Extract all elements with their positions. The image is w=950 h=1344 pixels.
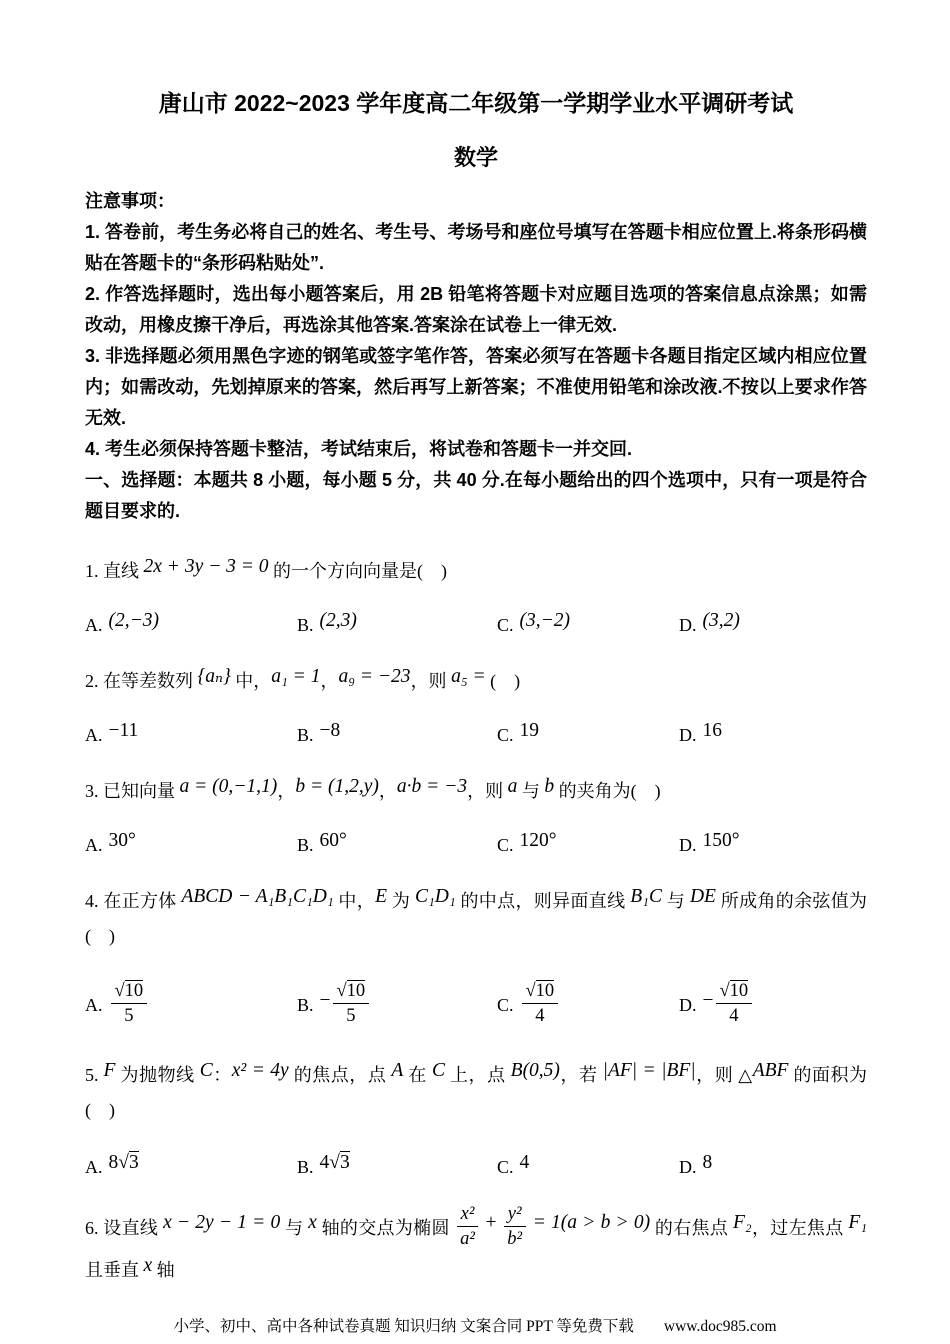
footer-url: www.doc985.com	[663, 1318, 777, 1335]
question-1-stem: 1. 直线 2x + 3y − 3 = 0 的一个方向向量是( )	[85, 556, 448, 581]
option-value: $\frac{√10}{4}$	[520, 995, 561, 1015]
question-3-option-b	[297, 830, 497, 857]
section-1-heading: 一、选择题：本题共 8 小题，每小题 5 分，共 40 分.在每小题给出的四个选项中，只有一项是符合题目要求的.	[85, 470, 867, 521]
notices-section	[85, 186, 867, 465]
question-3-option-c	[497, 830, 679, 857]
option-value: −11	[108, 720, 139, 741]
question-2-option-c	[497, 720, 679, 747]
question-5-option-b	[297, 1151, 497, 1179]
question-5-option-a	[85, 1151, 297, 1179]
option-label: A.	[85, 1156, 103, 1177]
question-3-stem: 3. 已知向量 a = (0,−1,1)，b = (1,2,y)，a·b = −3，则 a 与 b 的夹角为( )	[85, 776, 661, 801]
option-label: D.	[679, 1156, 697, 1177]
option-value: 30°	[108, 830, 136, 851]
option-label: D.	[679, 835, 697, 855]
question-1	[85, 554, 867, 637]
footer-text: 小学、初中、高中各种试卷真题 知识归纳 文案合同 PPT 等免费下载	[173, 1318, 634, 1335]
option-value: (2,3)	[319, 610, 357, 631]
option-label: B.	[297, 994, 314, 1015]
question-2-options	[85, 720, 867, 747]
option-value: 150°	[702, 830, 740, 851]
option-value: − $\frac{√10}{4}$	[703, 995, 755, 1015]
question-6	[85, 1203, 868, 1289]
option-value: 16	[702, 720, 722, 741]
option-label: A.	[85, 994, 103, 1015]
question-2	[85, 664, 867, 747]
page-footer	[0, 1314, 950, 1336]
option-label: A.	[85, 615, 103, 635]
question-4-stem: 4. 在正方体 ABCD − A₁B₁C₁D₁ 中，E 为 C₁D₁ 的中点，则异面直线 B₁C 与 DE 所成角的余弦值为( )	[85, 886, 868, 946]
question-2-stem: 2. 在等差数列 {aₙ} 中，a₁ = 1，a₉ = −23，则 a₅ = ( )	[85, 666, 521, 691]
exam-title: 唐山市 2022~2023 学年度高二年级第一学期学业水平调研考试	[158, 90, 794, 116]
question-4-options	[85, 983, 867, 1031]
option-label: B.	[297, 1156, 314, 1177]
option-label: A.	[85, 725, 103, 745]
question-5-option-c	[497, 1151, 679, 1179]
option-label: C.	[497, 994, 514, 1015]
question-5	[85, 1058, 867, 1179]
question-4-option-d	[679, 983, 867, 1031]
option-value: −8	[319, 720, 341, 741]
question-1-options	[85, 610, 867, 637]
notice-item-1: 1. 答卷前，考生务必将自己的姓名、考生号、考场号和座位号填写在答题卡相应位置上.将条形码横贴在答题卡的“条形码粘贴处”.	[85, 222, 867, 273]
question-4	[85, 884, 867, 1031]
option-value: 4√3	[319, 1151, 350, 1173]
option-value: 8√3	[108, 1151, 139, 1173]
question-3-option-a	[85, 830, 297, 857]
option-label: A.	[85, 835, 103, 855]
question-4-option-c	[497, 983, 679, 1031]
question-5-options	[85, 1151, 867, 1179]
option-value: 8	[702, 1151, 713, 1173]
option-label: C.	[497, 615, 514, 635]
question-6-stem: 6. 设直线 x − 2y − 1 = 0 与 x 轴的交点为椭圆 $\frac{\text{x²}}{\text{a²}}$ + $\frac{\text{y²}}{\text{b²}}$ = 1(a > b > 0) 的右焦点 F₂，过左焦点 F₁ 且垂直 x 轴	[85, 1203, 868, 1281]
option-value: $\frac{√10}{5}$	[109, 995, 150, 1015]
question-1-option-b	[297, 610, 497, 637]
option-label: B.	[297, 835, 314, 855]
option-label: D.	[679, 615, 697, 635]
notice-item-3: 3. 非选择题必须用黑色字迹的钢笔或签字笔作答，答案必须写在答题卡各题目指定区域内相应位置内；如需改动，先划掉原来的答案，然后再写上新答案；不准使用铅笔和涂改液.不按以上要求作答无效.	[85, 346, 867, 428]
option-value: 60°	[319, 830, 347, 851]
option-label: B.	[297, 615, 314, 635]
notice-item-2: 2. 作答选择题时，选出每小题答案后，用 2B 铅笔将答题卡对应题目选项的答案信息点涂黑；如需改动，用橡皮擦干净后，再选涂其他答案.答案涂在试卷上一律无效.	[85, 284, 867, 335]
option-label: C.	[497, 835, 514, 855]
option-label: C.	[497, 725, 514, 745]
option-value: 4	[519, 1151, 530, 1173]
option-value: (3,−2)	[519, 610, 571, 631]
question-1-option-c	[497, 610, 679, 637]
option-label: C.	[497, 1156, 514, 1177]
question-2-option-d	[679, 720, 867, 747]
question-3-options	[85, 830, 867, 857]
option-value: − $\frac{√10}{5}$	[320, 995, 372, 1015]
question-5-option-d	[679, 1151, 867, 1179]
subject-title: 数学	[453, 145, 498, 170]
notices-heading: 注意事项：	[85, 191, 175, 211]
question-3-option-d	[679, 830, 867, 857]
question-1-option-d	[679, 610, 867, 637]
option-value: 19	[519, 720, 540, 741]
question-3	[85, 774, 867, 857]
option-label: D.	[679, 994, 697, 1015]
question-2-option-b	[297, 720, 497, 747]
option-value: (2,−3)	[108, 610, 160, 631]
question-2-option-a	[85, 720, 297, 747]
question-5-stem: 5. F 为抛物线 C：x² = 4y 的焦点，点 A 在 C 上，点 B(0,5)，若 |AF| = |BF|，则 △ABF 的面积为( )	[85, 1059, 868, 1120]
question-4-option-b	[297, 983, 497, 1031]
question-4-option-a	[85, 983, 297, 1031]
option-value: (3,2)	[702, 610, 740, 631]
question-1-option-a	[85, 610, 297, 637]
option-label: B.	[297, 725, 314, 745]
notice-item-4: 4. 考生必须保持答题卡整洁，考试结束后，将试卷和答题卡一并交回.	[85, 439, 633, 459]
option-value: 120°	[519, 830, 557, 851]
option-label: D.	[679, 725, 697, 745]
